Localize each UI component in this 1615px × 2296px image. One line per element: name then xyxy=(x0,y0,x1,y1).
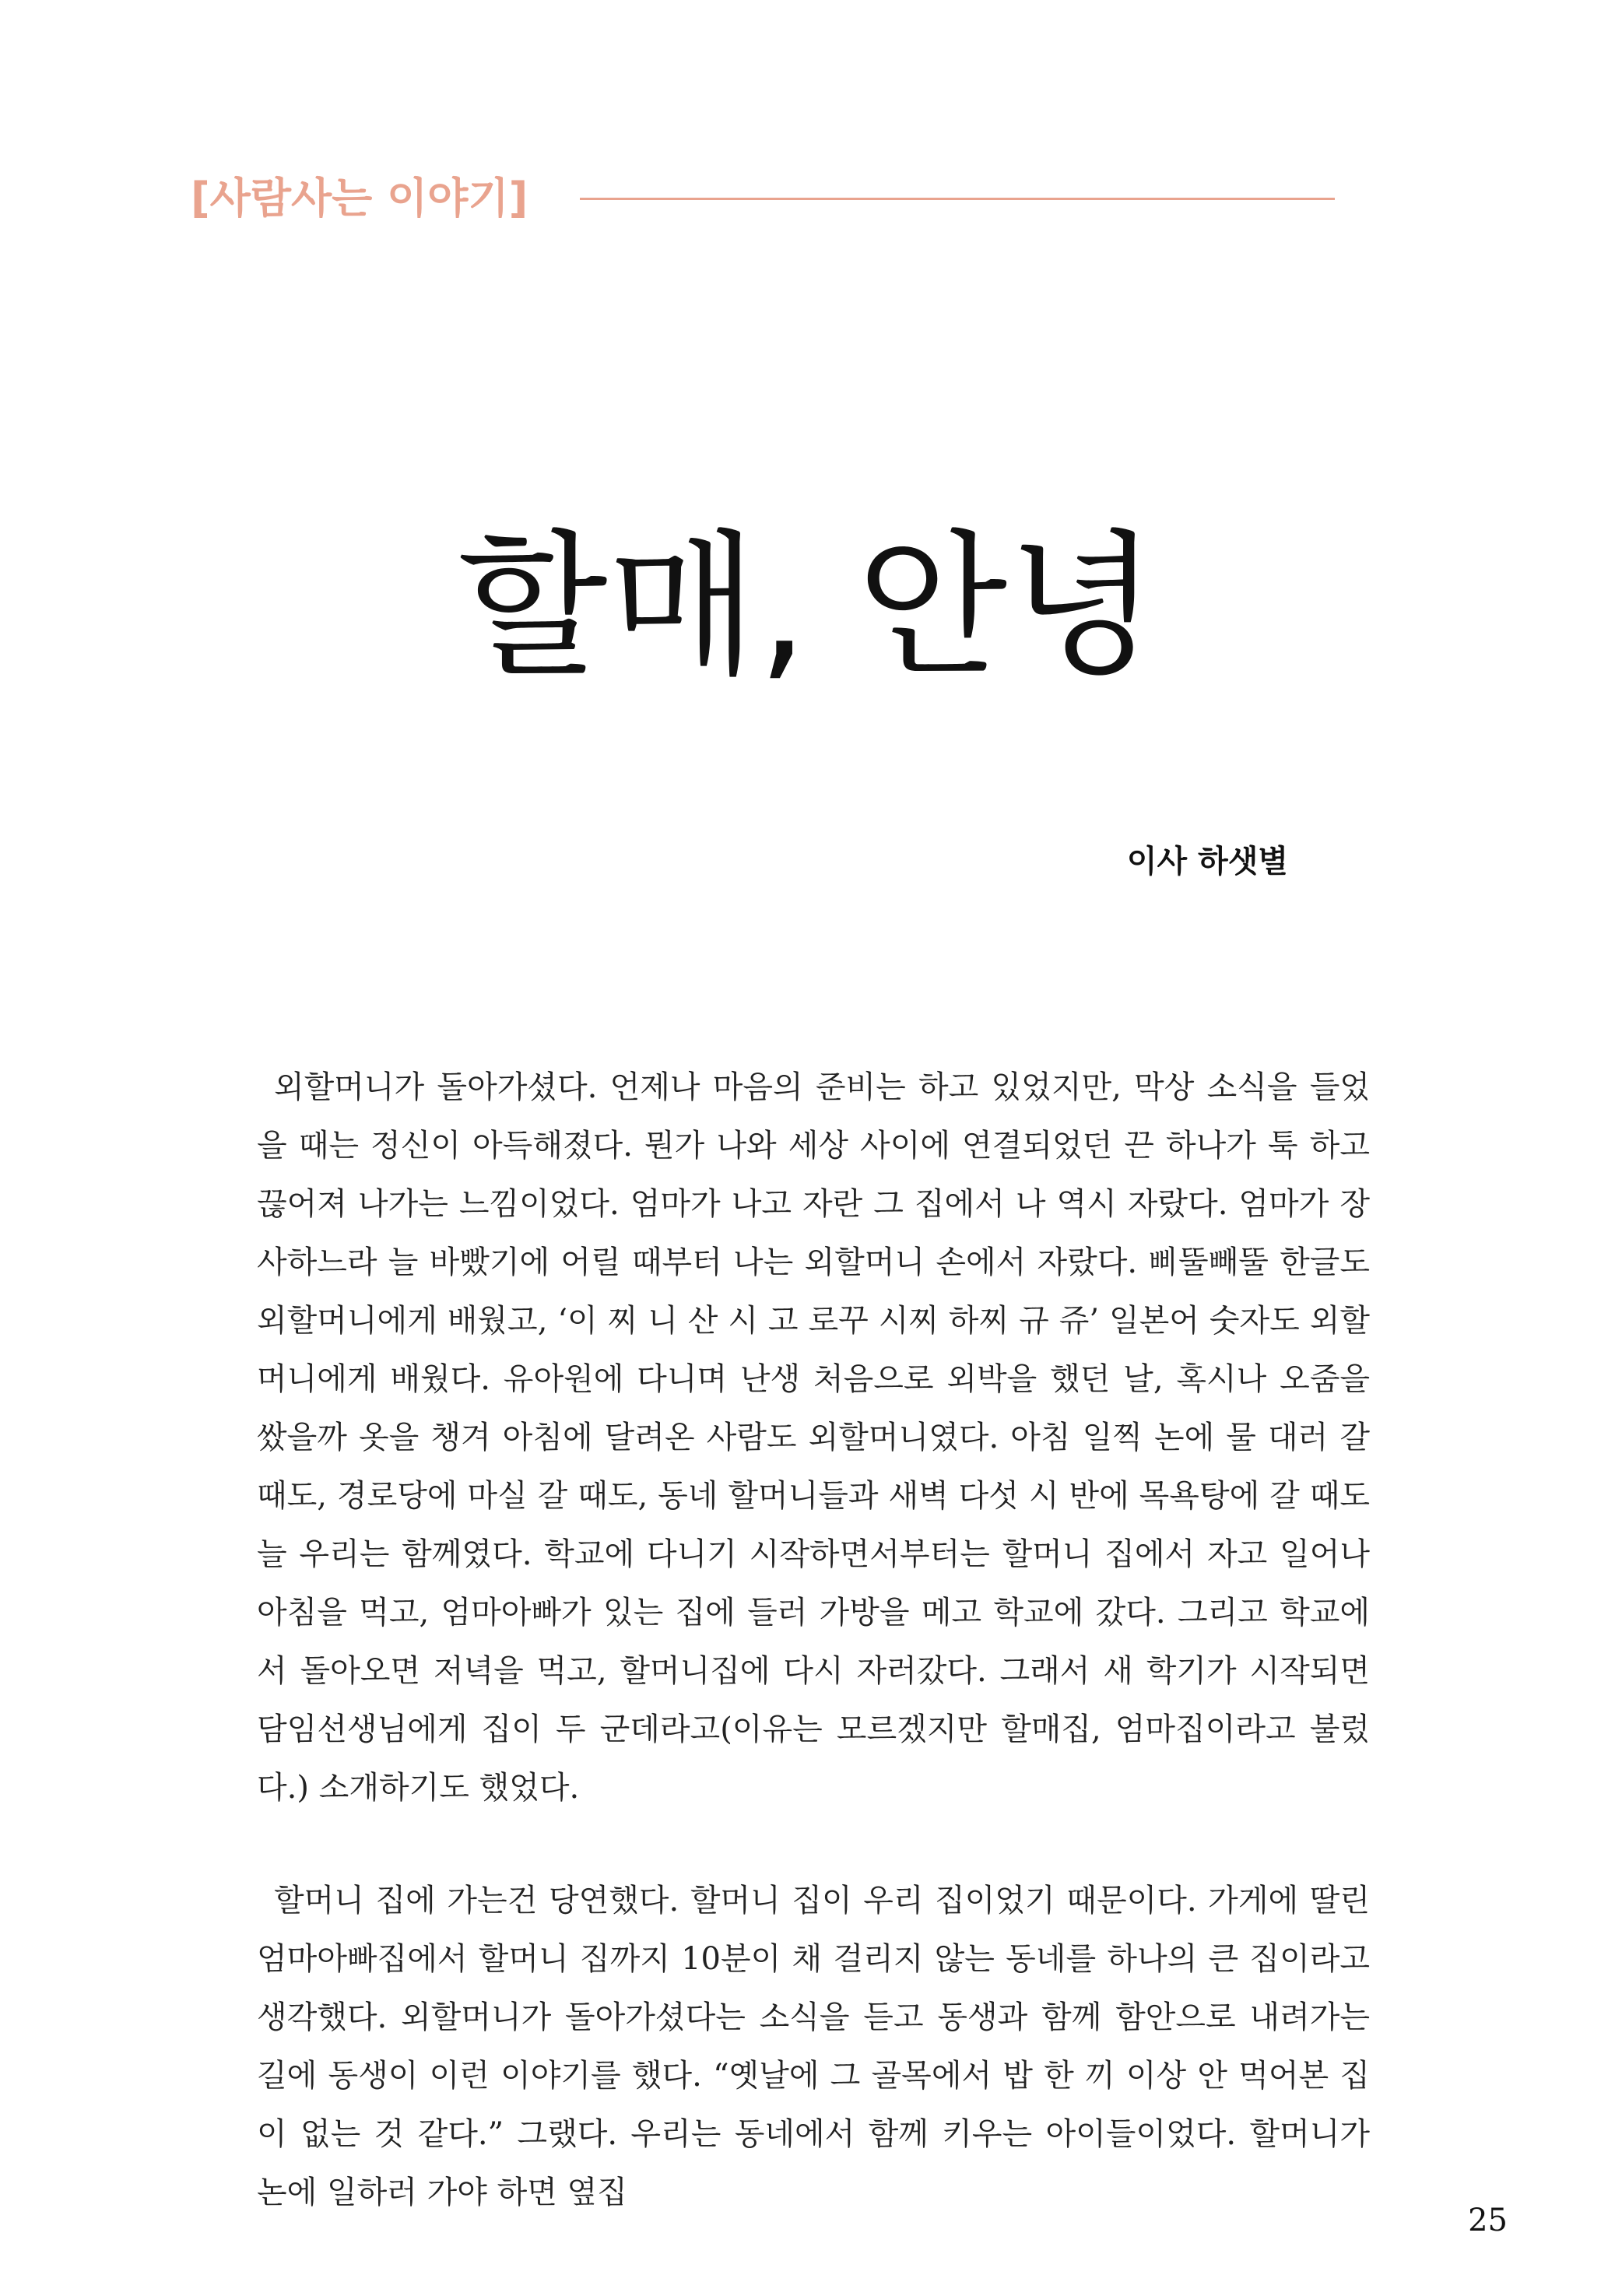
article-author: 이사 하샛별 xyxy=(1126,844,1288,879)
article-title: 할매, 안녕 xyxy=(457,516,1158,697)
article-body xyxy=(257,1058,1370,2277)
section-label: [사람사는 이야기] xyxy=(191,174,528,223)
body-paragraph: 외할머니가 돌아가셨다. 언제나 마음의 준비는 하고 있었지만, 막상 소식을 들었을 때는 정신이 아득해졌다. 뭔가 나와 세상 사이에 연결되었던 끈 하나가 툭 하고 끊어져 나가는 느낌이었다. 엄마가 나고 자란 그 집에서 나 역시 자랐다. 엄마가 장사하느라 늘 바빴기에 어릴 때부터 나는 외할머니 손에서 자랐다. 삐뚤빼뚤 한글도 외할머니에게 배웠고, ‘이 찌 니 산 시 고 로꾸 시찌 하찌 규 쥬’ 일본어 숫자도 외할머니에게 배웠다. 유아원에 다니며 난생 처음으로 외박을 했던 날, 혹시나 오줌을 쌌을까 옷을 챙겨 아침에 달려온 사람도 외할머니였다. 아침 일찍 논에 물 대러 갈 때도, 경로당에 마실 갈 때도, 동네 할머니들과 새벽 다섯 시 반에 목욕탕에 갈 때도 늘 우리는 함께였다. 학교에 다니기 시작하면서부터는 할머니 집에서 자고 일어나 아침을 먹고, 엄마아빠가 있는 집에 들러 가방을 메고 학교에 갔다. 그리고 학교에서 돌아오면 저녁을 먹고, 할머니집에 다시 자러갔다. 그래서 새 학기가 시작되면 담임선생님에게 집이 두 군데라고(이유는 모르겠지만 할매집, 엄마집이라고 불렀다.) 소개하기도 했었다. xyxy=(257,1069,1370,1806)
body-paragraph: 할머니 집에 가는건 당연했다. 할머니 집이 우리 집이었기 때문이다. 가게에 딸린 엄마아빠집에서 할머니 집까지 10분이 채 걸리지 않는 동네를 하나의 큰 집이라고 생각했다. 외할머니가 돌아가셨다는 소식을 듣고 동생과 함께 함안으로 내려가는 길에 동생이 이런 이야기를 했다. “옛날에 그 골목에서 밥 한 끼 이상 안 먹어본 집이 없는 것 같다.” 그랬다. 우리는 동네에서 함께 키우는 아이들이었다. 할머니가 논에 일하러 가야 하면 옆집 xyxy=(257,1883,1370,2210)
section-divider xyxy=(580,198,1335,200)
page-number: 25 xyxy=(1468,2203,1508,2238)
section-header xyxy=(191,167,1335,230)
